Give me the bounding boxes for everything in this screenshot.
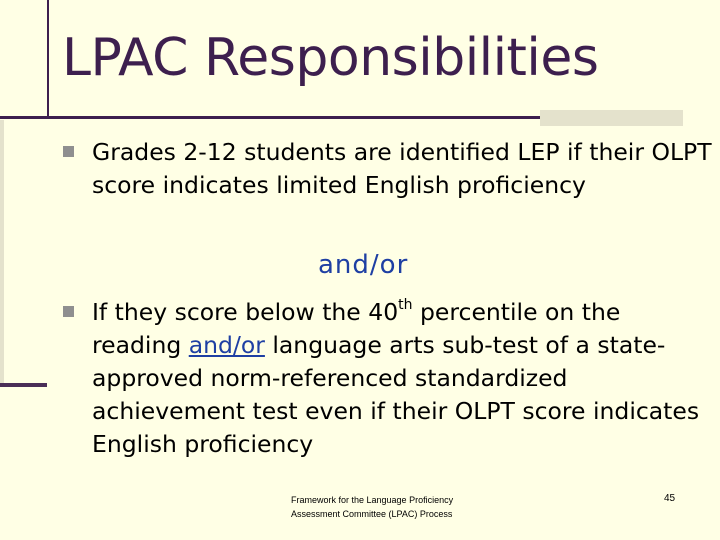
connector-text: and/or: [318, 250, 409, 280]
bullet-item-1: [63, 136, 712, 202]
title-vertical-rule: [47, 0, 49, 118]
footer-text: [291, 493, 453, 521]
bullet-item-2: [63, 296, 712, 461]
decorative-side-bar: [0, 383, 47, 387]
bullet-2-part-2: percentile on the reading: [92, 298, 621, 359]
page-number: 45: [664, 493, 676, 504]
ordinal-superscript: th: [398, 297, 413, 314]
footer-line-2: Assessment Committee (LPAC) Process: [291, 509, 453, 519]
slide-title: LPAC Responsibilities: [62, 28, 599, 88]
square-bullet-icon: [63, 146, 74, 157]
bullet-2-part-3: language arts sub-test of a state-approved norm-referenced standardized achievement test even if their OLPT score indicates English proficiency: [92, 331, 700, 458]
and-or-link[interactable]: and/or: [188, 331, 265, 359]
footer-line-1: Framework for the Language Proficiency: [291, 495, 454, 505]
square-bullet-icon: [63, 306, 74, 317]
bullet-text-1: Grades 2-12 students are identified LEP if their OLPT score indicates limited English proficiency: [92, 138, 712, 199]
left-side-rule: [0, 120, 4, 385]
decorative-bar: [540, 110, 683, 126]
title-underline-rule: [0, 116, 540, 119]
bullet-text-2: [92, 296, 712, 461]
bullet-2-part-1: If they score below the 40: [92, 298, 399, 326]
